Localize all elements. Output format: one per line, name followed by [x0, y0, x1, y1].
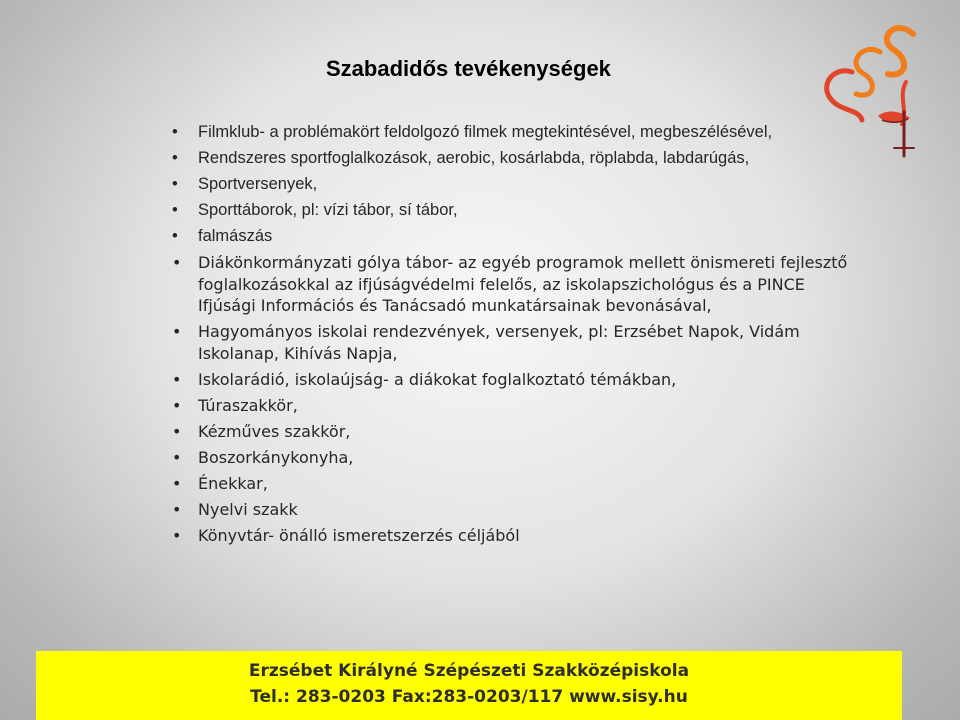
school-logo-icon — [818, 20, 938, 160]
list-item: • Énekkar, — [172, 473, 852, 495]
activity-list — [172, 122, 852, 551]
list-item: • Kézműves szakkör, — [172, 421, 852, 443]
footer-bar — [36, 651, 902, 720]
list-item: • Túraszakkör, — [172, 395, 852, 417]
list-item: • Hagyományos iskolai rendezvények, versenyek, pl: Erzsébet Napok, Vidám Iskolanap, Kihívás Napja, — [172, 321, 852, 364]
list-item: • Sportversenyek, — [172, 174, 852, 196]
list-item: • Sporttáborok, pl: vízi tábor, sí tábor, — [172, 200, 852, 222]
list-item: • Filmklub- a problémakört feldolgozó filmek megtekintésével, megbeszélésével, — [172, 122, 852, 144]
list-item: • Diákönkormányzati gólya tábor- az egyéb programok mellett önismereti fejlesztő foglalkozásokkal az ifjúságvédelmi felelős, az iskolapszichológus és a PINCE Ifjúsági Információs és Tanácsadó munkatársainak bevonásával, — [172, 252, 852, 317]
slide-title: Szabadidős tevékenységek — [326, 56, 611, 81]
footer-contact: Tel.: 283-0203 Fax:283-0203/117 www.sisy.hu — [250, 687, 688, 707]
list-item: • falmászás — [172, 226, 852, 248]
list-item: • Könyvtár- önálló ismeretszerzés céljából — [172, 525, 852, 547]
list-item: • Boszorkánykonyha, — [172, 447, 852, 469]
list-item: • Iskolarádió, iskolaújság- a diákokat foglalkoztató témákban, — [172, 369, 852, 391]
list-item: • Nyelvi szakk — [172, 499, 852, 521]
footer-school-name: Erzsébet Királyné Szépészeti Szakközépiskola — [248, 661, 690, 681]
list-item: • Rendszeres sportfoglalkozások, aerobic, kosárlabda, röplabda, labdarúgás, — [172, 148, 852, 170]
